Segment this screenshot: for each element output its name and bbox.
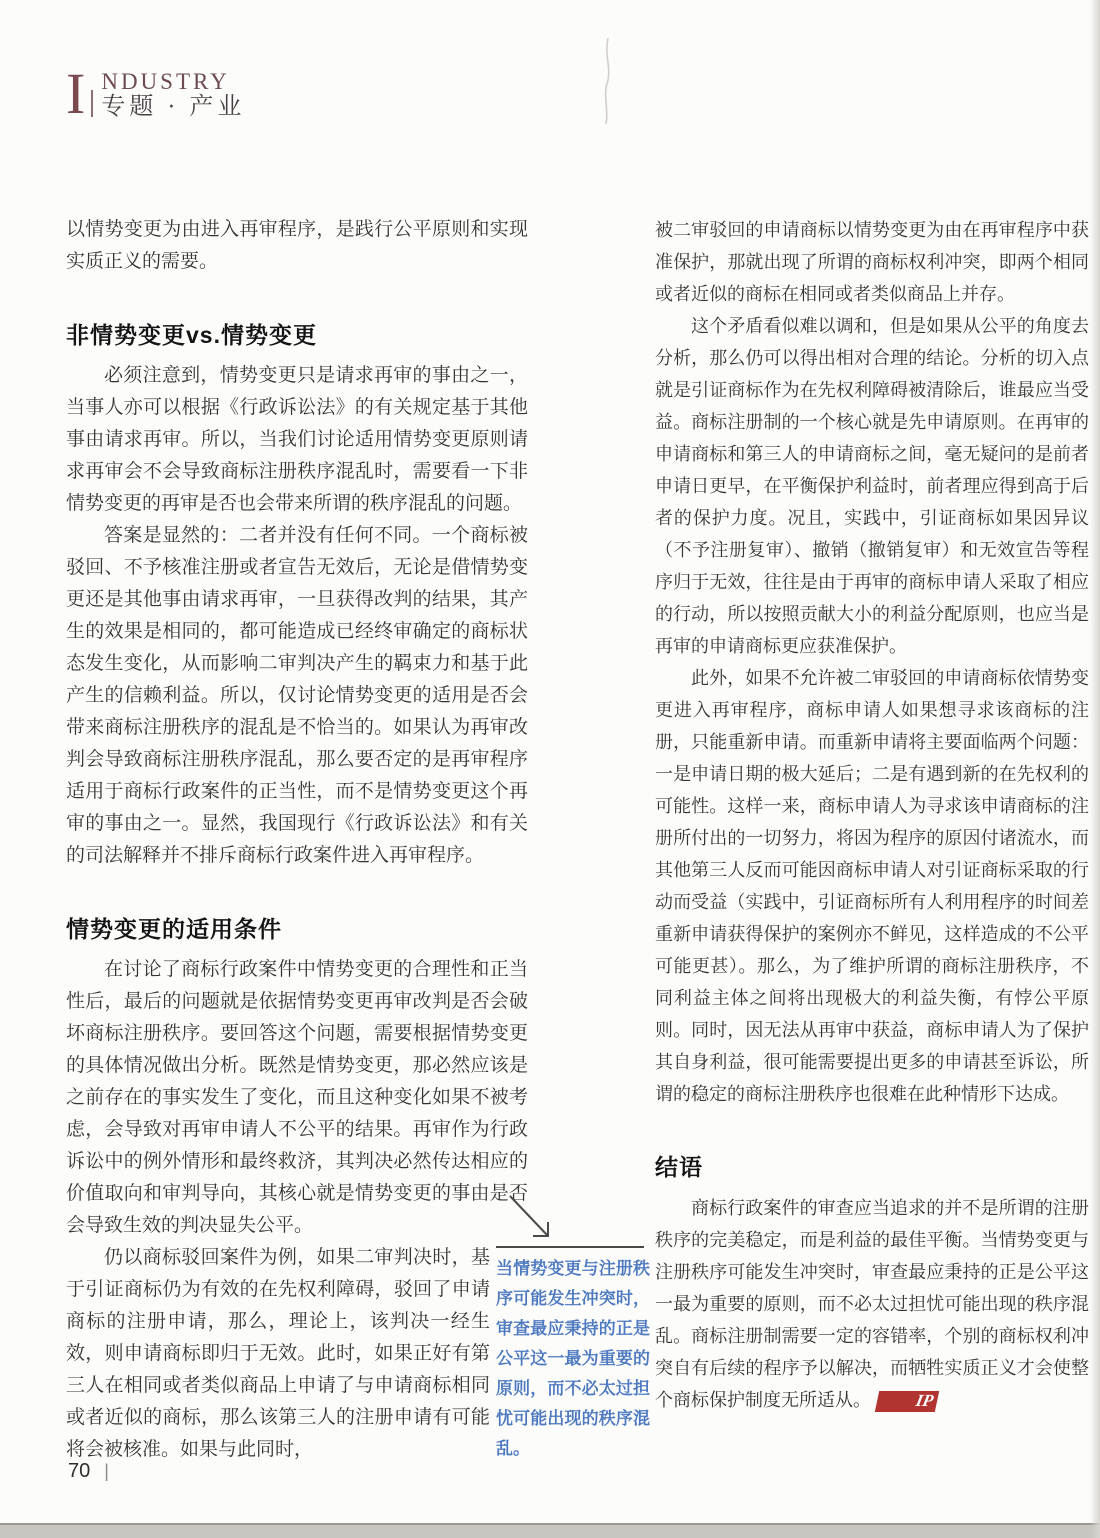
ip-end-mark-logo: IP	[875, 1391, 939, 1412]
paragraph: 答案是显然的：二者并没有任何不同。一个商标被驳回、不予核准注册或者宣告无效后，无论是借情势变更还是其他事由请求再审，一旦获得改判的结果，其产生的效果是相同的，都可能造成已经终审确定的商标状态发生变化，从而影响二审判决产生的羁束力和基于此产生的信赖利益。所以，仅讨论情势变更的适用是否会带来商标注册秩序的混乱是不恰当的。如果认为再审改判会导致商标注册秩序混乱，那么要否定的是再审程序适用于商标行政案件的正当性，而不是情势变更这个再审的事由之一。显然，我国现行《行政诉讼法》和有关的司法解释并不排斥商标行政案件进入再审程序。	[66, 525, 528, 866]
page-right-edge-shadow	[1090, 0, 1100, 1538]
paragraph: 被二审驳回的申请商标以情势变更为由在再审程序中获准保护，那就出现了所谓的商标权利冲突，即两个相同或者近似的商标在相同或者类似商品上并存。	[655, 220, 1089, 304]
arrow-down-right-icon	[502, 1192, 572, 1244]
paragraph: 仍以商标驳回案件为例，如果二审判决时，基于引证商标仍为有效的在先权利障碍，驳回了申请商标的注册申请，那么，理论上，该判决一经生效，则申请商标即归于无效。此时，如果正好有第三人在相同或者类似商品上申请了与申请商标相同或者近似的商标，那么该第三人的注册申请有可能将会被核准。如果与此同时，	[66, 1247, 490, 1460]
section-heading: 结语	[655, 1154, 703, 1180]
page-bottom-edge-shadow	[0, 1525, 1100, 1538]
paragraph: 此外，如果不允许被二审驳回的申请商标依情势变更进入再审程序，商标申请人如果想寻求该商标的注册，只能重新申请。而重新申请将主要面临两个问题：一是申请日期的极大延后；二是有遇到新的在先权利的可能性。这样一来，商标申请人为寻求该申请商标的注册所付出的一切努力，将因为程序的原因付诸流水，而其他第三人反而可能因商标申请人对引证商标采取的行动而受益（实践中，引证商标所有人利用程序的时间差重新申请获得保护的案例亦不鲜见，这样造成的不公平可能更甚）。那么，为了维护所谓的商标注册秩序，不同利益主体之间将出现极大的利益失衡，有悖公平原则。同时，因无法从再审中获益，商标申请人为了保护其自身利益，很可能需要提出更多的申请甚至诉讼，所谓的稳定的商标注册秩序也很难在此种情形下达成。	[655, 668, 1089, 1104]
right-column	[655, 214, 1089, 1416]
pullquote-block	[496, 1192, 650, 1464]
closing-paragraph	[655, 1192, 1089, 1416]
paragraph: 这个矛盾看似难以调和，但是如果从公平的角度去分析，那么仍可以得出相对合理的结论。分析的切入点就是引证商标作为在先权利障碍被清除后，谁最应当受益。商标注册制的一个核心就是先申请原则。在再审的申请商标和第三人的申请商标之间，毫无疑问的是前者申请日更早，在平衡保护利益时，前者理应得到高于后者的保护力度。况且，实践中，引证商标如果因异议（不予注册复审）、撤销（撤销复审）和无效宣告等程序归于无效，往往是由于再审的商标申请人采取了相应的行动，所以按照贡献大小的利益分配原则，也应当是再审的申请商标更应获准保护。	[655, 316, 1089, 656]
paragraph: 以情势变更为由进入再审程序，是践行公平原则和实现实质正义的需要。	[66, 219, 528, 272]
page-footer	[68, 1460, 109, 1483]
section-heading: 情势变更的适用条件	[66, 916, 282, 942]
page-number: 70	[68, 1460, 91, 1482]
paragraph: 必须注意到，情势变更只是请求再审的事由之一，当事人亦可以根据《行政诉讼法》的有关规定基于其他事由请求再审。所以，当我们讨论适用情势变更原则请求再审会不会导致商标注册秩序混乱时，需要看一下非情势变更的再审是否也会带来所谓的秩序混乱的问题。	[66, 365, 528, 514]
paragraph-text: 商标行政案件的审查应当追求的并不是所谓的注册秩序的完美稳定，而是利益的最佳平衡。当情势变更与注册秩序可能发生冲突时，审查最应秉持的正是公平这一最为重要的原则，而不必太过担忧可能出现的秩序混乱。商标注册制需要一定的容错率，个别的商标权利冲突自有后续的程序予以解决，而牺牲实质正义才会使整个商标保护制度无所适从。	[655, 1198, 1089, 1410]
left-column	[66, 214, 528, 1466]
logo-industry-label: NDUSTRY	[101, 69, 230, 94]
logo-subtitle: 专题 · 产业	[101, 94, 246, 120]
logo-text-block	[101, 70, 245, 120]
footer-divider: |	[104, 1461, 109, 1481]
pen-mark	[594, 36, 620, 126]
pullquote-rule	[496, 1246, 644, 1248]
section-logo	[66, 61, 246, 126]
logo-divider-line	[91, 90, 93, 117]
paragraph: 在讨论了商标行政案件中情势变更的合理性和正当性后，最后的问题就是依据情势变更再审改判是否会破坏商标注册秩序。要回答这个问题，需要根据情势变更的具体情况做出分析。既然是情势变更，那必然应该是之前存在的事实发生了变化，而且这种变化如果不被考虑，会导致对再审申请人不公平的结果。再审作为行政诉讼中的例外情形和最终救济，其判决必然传达相应的价值取向和审判导向，其核心就是情势变更的事由是否会导致生效的判决显失公平。	[66, 959, 528, 1236]
logo-initial-letter: I	[66, 61, 86, 126]
pullquote-text: 当情势变更与注册秩序可能发生冲突时，审查最应秉持的正是公平这一最为重要的原则，而不必太过担忧可能出现的秩序混乱。	[496, 1259, 650, 1458]
section-heading: 非情势变更vs.情势变更	[66, 322, 317, 348]
